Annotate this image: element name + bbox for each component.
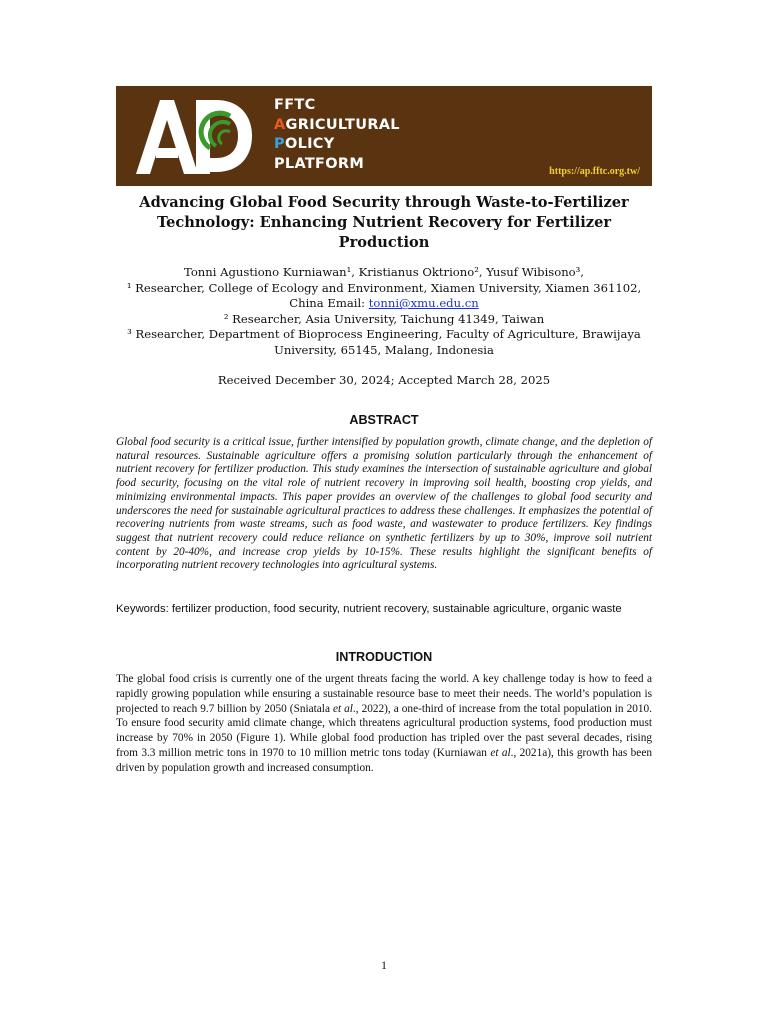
brand-line-4: PLATFORM — [274, 155, 365, 172]
page-number: 1 — [381, 958, 387, 972]
affiliation-2: ² Researcher, Asia University, Taichung 41349, Taiwan — [223, 311, 545, 326]
site-url-link[interactable]: https://ap.fftc.org.tw/ — [549, 166, 640, 177]
abstract-heading: ABSTRACT — [349, 413, 419, 427]
author-names: Tonni Agustiono Kurniawan¹, Kristianus Oktriono², Yusuf Wibisono³, — [183, 265, 584, 279]
header-banner — [116, 86, 652, 186]
brand-line-1: FFTC — [274, 97, 316, 113]
ap-logo-icon — [136, 94, 262, 178]
brand-name — [274, 96, 400, 174]
keywords: Keywords: fertilizer production, food security, nutrient recovery, sustainable agriculture, organic waste — [116, 603, 622, 615]
abstract-text: Global food security is a critical issue, further intensified by population growth, climate change, and the depletion of natural resources. Sustainable agriculture offers a promising solution particularly through the enhancement of nutrient recovery for fertilizer production. This study examines the intersection of sustainable agriculture and global food security, focusing on the vital role of nutrient recovery in improving soil health, boosting crop yields, and minimizing environmental impacts. This paper provides an overview of the challenges to global food security and underscores the need for sustainable agricultural practices to address these challenges. It emphasizes the potential of recovering nutrients from waste streams, such as food waste, and wastewater to produce fertilizers. Key findings suggest that nutrient recovery could reduce reliance on synthetic fertilizers by up to 30%, improve soil nutrient content by 20-40%, and increase crop yields by 10-15%. These results highlight the significant benefits of incorporating nutrient recovery technologies into agricultural systems. — [116, 436, 652, 572]
author-block — [120, 265, 648, 359]
email-link[interactable]: tonni@xmu.edu.cn — [368, 296, 479, 311]
affiliation-3: ³ Researcher, Department of Bioprocess Engineering, Faculty of Agriculture, Brawijaya University, 65145, Malang, Indonesia — [127, 327, 641, 357]
introduction-paragraph: The global food crisis is currently one of the urgent threats facing the world. A key challenge today is how to feed a rapidly growing population while ensuring a sustainable resource base to meet their needs. The world’s population is projected to reach 9.7 billion by 2050 (Sniatala et al., 2022), a one-third of increase from the total population in 2010. To ensure food security amid climate change, which threatens agricultural production systems, food production must increase by 70% in 2050 (Figure 1). While global food production has tripled over the past several decades, rising from 3.3 million metric tons in 1970 to 10 million metric tons today (Kurniawan et al., 2021a), this growth has been driven by population growth and increased consumption. — [116, 673, 652, 774]
paper-title: Advancing Global Food Security through Waste-to-Fertilizer Technology: Enhancing Nutrient Recovery for Fertilizer Production — [139, 194, 629, 251]
introduction-heading: INTRODUCTION — [335, 650, 433, 664]
brand-line-2: AGRICULTURAL — [274, 116, 400, 133]
affiliation-1: ¹ Researcher, College of Ecology and Environment, Xiamen University, Xiamen 361102, China Email: tonni@xmu.edu.cn — [126, 280, 642, 311]
brand-line-3: POLICY — [274, 136, 335, 152]
received-date: Received December 30, 2024; Accepted March 28, 2025 — [217, 373, 551, 387]
